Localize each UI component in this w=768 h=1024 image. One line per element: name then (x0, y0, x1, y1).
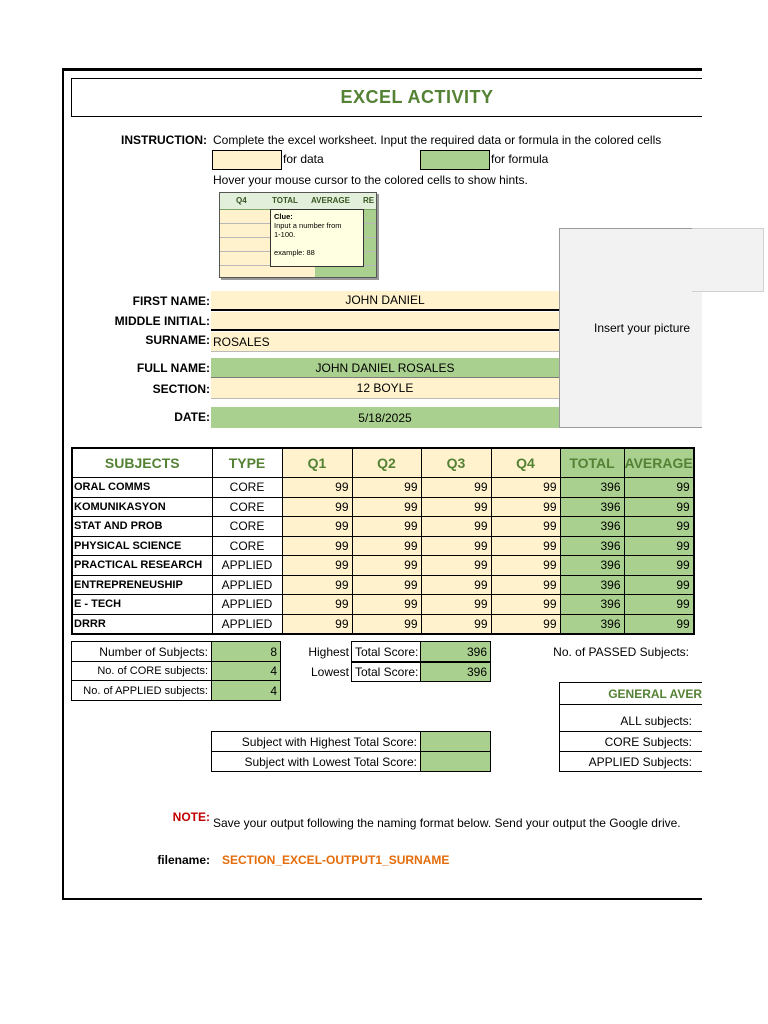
q2-cell[interactable]: 99 (352, 614, 421, 634)
note-label: NOTE: (172, 810, 210, 824)
subject-cell: KOMUNIKASYON (72, 497, 212, 517)
q4-cell[interactable]: 99 (491, 497, 560, 517)
total-cell[interactable]: 396 (560, 556, 624, 576)
total-cell[interactable]: 396 (560, 517, 624, 537)
num-subjects-label: Number of Subjects: (71, 641, 212, 662)
middle-initial-field[interactable] (211, 312, 559, 331)
q2-cell[interactable]: 99 (352, 575, 421, 595)
subject-highest-value[interactable] (420, 731, 491, 752)
first-name-label: FIRST NAME: (132, 294, 210, 308)
q1-cell[interactable]: 99 (282, 536, 352, 556)
q3-cell[interactable]: 99 (421, 595, 491, 615)
average-cell[interactable]: 99 (624, 536, 694, 556)
instruction-text: Complete the excel worksheet. Input the required data or formula in the colored cells (213, 133, 662, 147)
subject-cell: ORAL COMMS (72, 478, 212, 498)
header-subjects: SUBJECTS (72, 448, 212, 478)
subject-cell: ENTREPRENEUSHIP (72, 575, 212, 595)
total-cell[interactable]: 396 (560, 595, 624, 615)
table-row (72, 595, 694, 615)
q3-cell[interactable]: 99 (421, 517, 491, 537)
table-row (72, 517, 694, 537)
total-cell[interactable]: 396 (560, 575, 624, 595)
hint-example-image (219, 192, 377, 278)
hover-hint-text: Hover your mouse cursor to the colored cells to show hints. (213, 173, 528, 187)
num-core-label: No. of CORE subjects: (71, 661, 212, 681)
highest-total-value[interactable]: 396 (420, 641, 491, 662)
q1-cell[interactable]: 99 (282, 556, 352, 576)
subject-lowest-value[interactable] (420, 751, 491, 772)
average-cell[interactable]: 99 (624, 517, 694, 537)
num-subjects-value[interactable]: 8 (211, 641, 281, 662)
grades-header-row (72, 448, 694, 478)
table-row (72, 497, 694, 517)
section-label: SECTION: (152, 382, 210, 396)
subject-cell: PHYSICAL SCIENCE (72, 536, 212, 556)
filename-format: SECTION_EXCEL-OUTPUT1_SURNAME (222, 853, 450, 867)
type-cell: APPLIED (212, 595, 282, 615)
q4-cell[interactable]: 99 (491, 595, 560, 615)
header-q1: Q1 (282, 448, 352, 478)
section-field[interactable]: 12 BOYLE (211, 378, 559, 399)
instruction-label: INSTRUCTION: (121, 133, 207, 147)
subject-highest-label: Subject with Highest Total Score: (211, 731, 421, 752)
total-cell[interactable]: 396 (560, 497, 624, 517)
q2-cell[interactable]: 99 (352, 536, 421, 556)
type-cell: CORE (212, 517, 282, 537)
total-cell[interactable]: 396 (560, 478, 624, 498)
highest-label: Highest (308, 644, 349, 659)
q3-cell[interactable]: 99 (421, 536, 491, 556)
table-row (72, 478, 694, 498)
filename-label: filename: (157, 853, 210, 867)
q2-cell[interactable]: 99 (352, 595, 421, 615)
q1-cell[interactable]: 99 (282, 497, 352, 517)
middle-initial-label: MIDDLE INITIAL: (114, 314, 210, 328)
total-cell[interactable]: 396 (560, 614, 624, 634)
q4-cell[interactable]: 99 (491, 536, 560, 556)
num-applied-label: No. of APPLIED subjects: (71, 680, 212, 701)
q4-cell[interactable]: 99 (491, 478, 560, 498)
formula-cell-legend-swatch (420, 150, 490, 170)
table-row (72, 536, 694, 556)
picture-placeholder-overflow (692, 228, 764, 292)
average-cell[interactable]: 99 (624, 556, 694, 576)
hint-image-header: Q4 TOTAL AVERAGE RE (220, 193, 376, 210)
header-q2: Q2 (352, 448, 421, 478)
page-title: EXCEL ACTIVITY (340, 87, 494, 107)
legend-formula-label: for formula (491, 152, 549, 166)
q4-cell[interactable]: 99 (491, 575, 560, 595)
q3-cell[interactable]: 99 (421, 556, 491, 576)
subject-cell: E - TECH (72, 595, 212, 615)
general-average-all-label: ALL subjects: (559, 704, 702, 732)
q1-cell[interactable]: 99 (282, 575, 352, 595)
average-cell[interactable]: 99 (624, 478, 694, 498)
total-cell[interactable]: 396 (560, 536, 624, 556)
table-row (72, 614, 694, 634)
lowest-total-score-label: Total Score: (351, 662, 421, 682)
q1-cell[interactable]: 99 (282, 517, 352, 537)
type-cell: APPLIED (212, 556, 282, 576)
header-q3: Q3 (421, 448, 491, 478)
lowest-label: Lowest (310, 665, 349, 679)
table-row (72, 575, 694, 595)
type-cell: APPLIED (212, 614, 282, 634)
subject-cell: PRACTICAL RESEARCH (72, 556, 212, 576)
general-average-applied-label: APPLIED Subjects: (559, 751, 702, 772)
hint-tooltip: Clue: Input a number from 1-100. example: 88 (270, 209, 364, 267)
surname-label: SURNAME: (145, 333, 210, 347)
q3-cell[interactable]: 99 (421, 478, 491, 498)
surname-field[interactable]: ROSALES (211, 332, 559, 352)
q3-cell[interactable]: 99 (421, 614, 491, 634)
date-label: DATE: (174, 410, 210, 424)
q1-cell[interactable]: 99 (282, 595, 352, 615)
average-cell[interactable]: 99 (624, 595, 694, 615)
average-cell[interactable]: 99 (624, 497, 694, 517)
q1-cell[interactable]: 99 (282, 614, 352, 634)
legend-data-label: for data (283, 152, 324, 166)
subject-cell: STAT AND PROB (72, 517, 212, 537)
note-text: Save your output following the naming format below. Send your output the Google drive. (213, 816, 681, 830)
picture-placeholder-text: Insert your picture (594, 321, 691, 335)
q4-cell[interactable]: 99 (491, 614, 560, 634)
full-name-label: FULL NAME: (136, 361, 210, 375)
type-cell: CORE (212, 478, 282, 498)
general-average-core-label: CORE Subjects: (559, 731, 702, 752)
q3-cell[interactable]: 99 (421, 575, 491, 595)
q2-cell[interactable]: 99 (352, 556, 421, 576)
first-name-field[interactable]: JOHN DANIEL (211, 291, 559, 311)
table-row (72, 556, 694, 576)
header-average: AVERAGE (624, 448, 694, 478)
q4-cell[interactable]: 99 (491, 517, 560, 537)
num-core-value[interactable]: 4 (211, 661, 281, 681)
picture-placeholder[interactable] (559, 228, 702, 428)
lowest-total-value[interactable]: 396 (420, 662, 491, 682)
header-q4: Q4 (491, 448, 560, 478)
q2-cell[interactable]: 99 (352, 497, 421, 517)
data-cell-legend-swatch (212, 150, 282, 170)
header-total: TOTAL (560, 448, 624, 478)
date-field[interactable]: 5/18/2025 (211, 407, 559, 428)
general-average-title: GENERAL AVER (559, 682, 702, 705)
type-cell: CORE (212, 536, 282, 556)
subject-cell: DRRR (72, 614, 212, 634)
average-cell[interactable]: 99 (624, 614, 694, 634)
q2-cell[interactable]: 99 (352, 478, 421, 498)
passed-subjects-label: No. of PASSED Subjects: (553, 645, 689, 659)
average-cell[interactable]: 99 (624, 575, 694, 595)
q4-cell[interactable]: 99 (491, 556, 560, 576)
full-name-field[interactable]: JOHN DANIEL ROSALES (211, 358, 559, 378)
grades-table (71, 447, 695, 635)
q3-cell[interactable]: 99 (421, 497, 491, 517)
type-cell: CORE (212, 497, 282, 517)
q2-cell[interactable]: 99 (352, 517, 421, 537)
q1-cell[interactable]: 99 (282, 478, 352, 498)
highest-total-score-label: Total Score: (351, 641, 421, 662)
subject-lowest-label: Subject with Lowest Total Score: (211, 751, 421, 772)
title-box (71, 78, 702, 117)
type-cell: APPLIED (212, 575, 282, 595)
num-applied-value[interactable]: 4 (211, 680, 281, 701)
header-type: TYPE (212, 448, 282, 478)
